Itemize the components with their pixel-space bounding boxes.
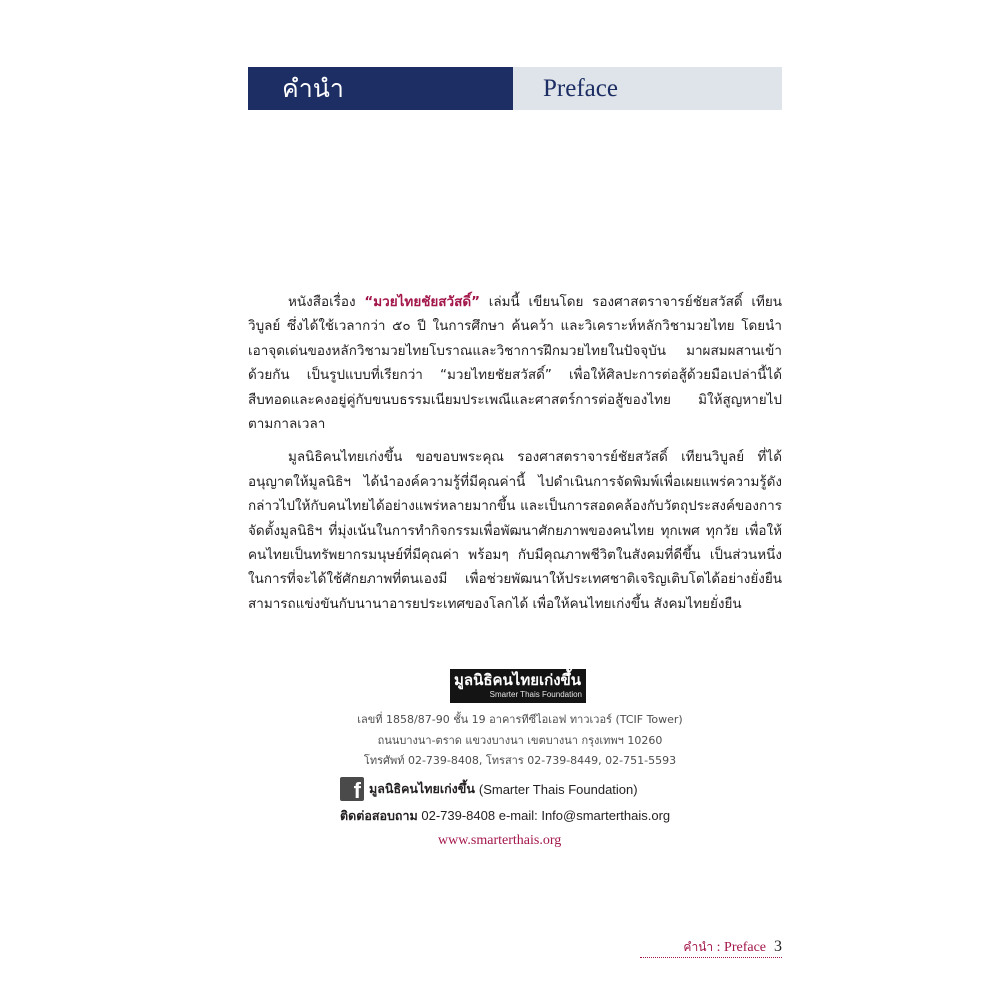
facebook-icon-glyph: f — [353, 778, 361, 803]
logo-name-thai: มูลนิธิคนไทยเก่งขึ้น — [454, 671, 582, 689]
facebook-page-name: มูลนิธิคนไทยเก่งขึ้น — [369, 781, 475, 796]
header-title-english: Preface — [513, 67, 782, 110]
footer-title-thai: คำนำ — [683, 940, 714, 954]
foundation-logo — [450, 669, 586, 703]
paragraph-2: มูลนิธิคนไทยเก่งขึ้น ขอขอบพระคุณ รองศาสตราจารย์ชัยสวัสดิ์ เทียนวิบูลย์ ที่ได้อนุญาตให้มูลนิธิฯ ได้นำองค์ความรู้ที่มีคุณค่านี้ ไปดำเนินการจัดพิมพ์เพื่อเผยแพร่ความรู้ดังกล่าวไปให้กับคนไทยได้อย่างแพร่หลายมากขึ้น และเป็นการสอดคล้องกับวัตถุประสงค์ของการจัดตั้งมูลนิธิฯ ที่มุ่งเน้นในการทำกิจกรรมเพื่อพัฒนาศักยภาพของคนไทย ทุกเพศ ทุกวัย เพื่อให้คนไทยเป็นทรัพยากรมนุษย์ที่มีคุณค่า พร้อมๆ กับมีคุณภาพชีวิตในสังคมที่ดีขึ้น เป็นส่วนหนึ่งในการที่จะได้ใช้ศักยภาพที่ตนเองมี เพื่อช่วยพัฒนาให้ประเทศชาติเจริญเติบโตได้อย่างยั่งยืน สามารถแข่งขันกับนานาอารยประเทศของโลกได้ เพื่อให้คนไทยเก่งขึ้น สังคมไทยยั่งยืน — [248, 449, 782, 612]
facebook-row — [340, 777, 638, 801]
facebook-page-name-english: (Smarter Thais Foundation) — [478, 781, 638, 797]
paragraph-1-rest: เล่มนี้ เขียนโดย รองศาสตราจารย์ชัยสวัสดิ์ เทียนวิบูลย์ ซึ่งได้ใช้เวลากว่า ๕๐ ปี ในการศึกษา ค้นคว้า และวิเคราะห์หลักวิชามวยไทย โดยนำเอาจุดเด่นของหลักวิชามวยไทยโบราณและวิชาการฝึกมวยไทยในปัจจุบัน มาผสมผสานเข้าด้วยกัน เป็นรูปแบบที่เรียกว่า “มวยไทยชัยสวัสดิ์” เพื่อให้ศิลปะการต่อสู้ด้วยมือเปล่านี้ได้สืบทอดและคงอยู่คู่กับขนบธรรมเนียมประเพณีและศาสตร์การต่อสู้ของไทย มิให้สูญหายไปตามกาลเวลา — [248, 294, 782, 433]
footer-title-english: Preface — [724, 940, 766, 955]
contact-label: ติดต่อสอบถาม — [340, 808, 418, 823]
preface-body — [248, 290, 782, 625]
logo-name-english: Smarter Thais Foundation — [489, 690, 582, 699]
address-line-2: ถนนบางนา-ตราด แขวงบางนา เขตบางนา กรุงเทพฯ 10260 — [377, 733, 663, 747]
header-band — [248, 67, 782, 110]
address-block — [340, 710, 700, 772]
page-footer — [620, 936, 782, 956]
paragraph-1-lead: หนังสือเรื่อง — [288, 294, 365, 310]
footer-separator: : — [713, 940, 725, 955]
contact-details: 02-739-8408 e-mail: Info@smarterthais.org — [417, 808, 671, 823]
address-line-1: เลขที่ 1858/87-90 ชั้น 19 อาคารทีซีไอเอฟ ทาวเวอร์ (TCIF Tower) — [357, 713, 683, 726]
header-title-thai: คำนำ — [248, 67, 513, 110]
page-number: 3 — [774, 938, 782, 955]
book-title-emphasis: “มวยไทยชัยสวัสดิ์” — [364, 294, 481, 310]
facebook-icon — [340, 777, 364, 801]
footer-divider — [640, 957, 782, 958]
address-phone-line: โทรศัพท์ 02-739-8408, โทรสาร 02-739-8449, 02-751-5593 — [363, 754, 677, 767]
website-link[interactable]: www.smarterthais.org — [438, 833, 562, 848]
paragraph-1 — [248, 290, 782, 436]
contact-line — [340, 806, 670, 826]
